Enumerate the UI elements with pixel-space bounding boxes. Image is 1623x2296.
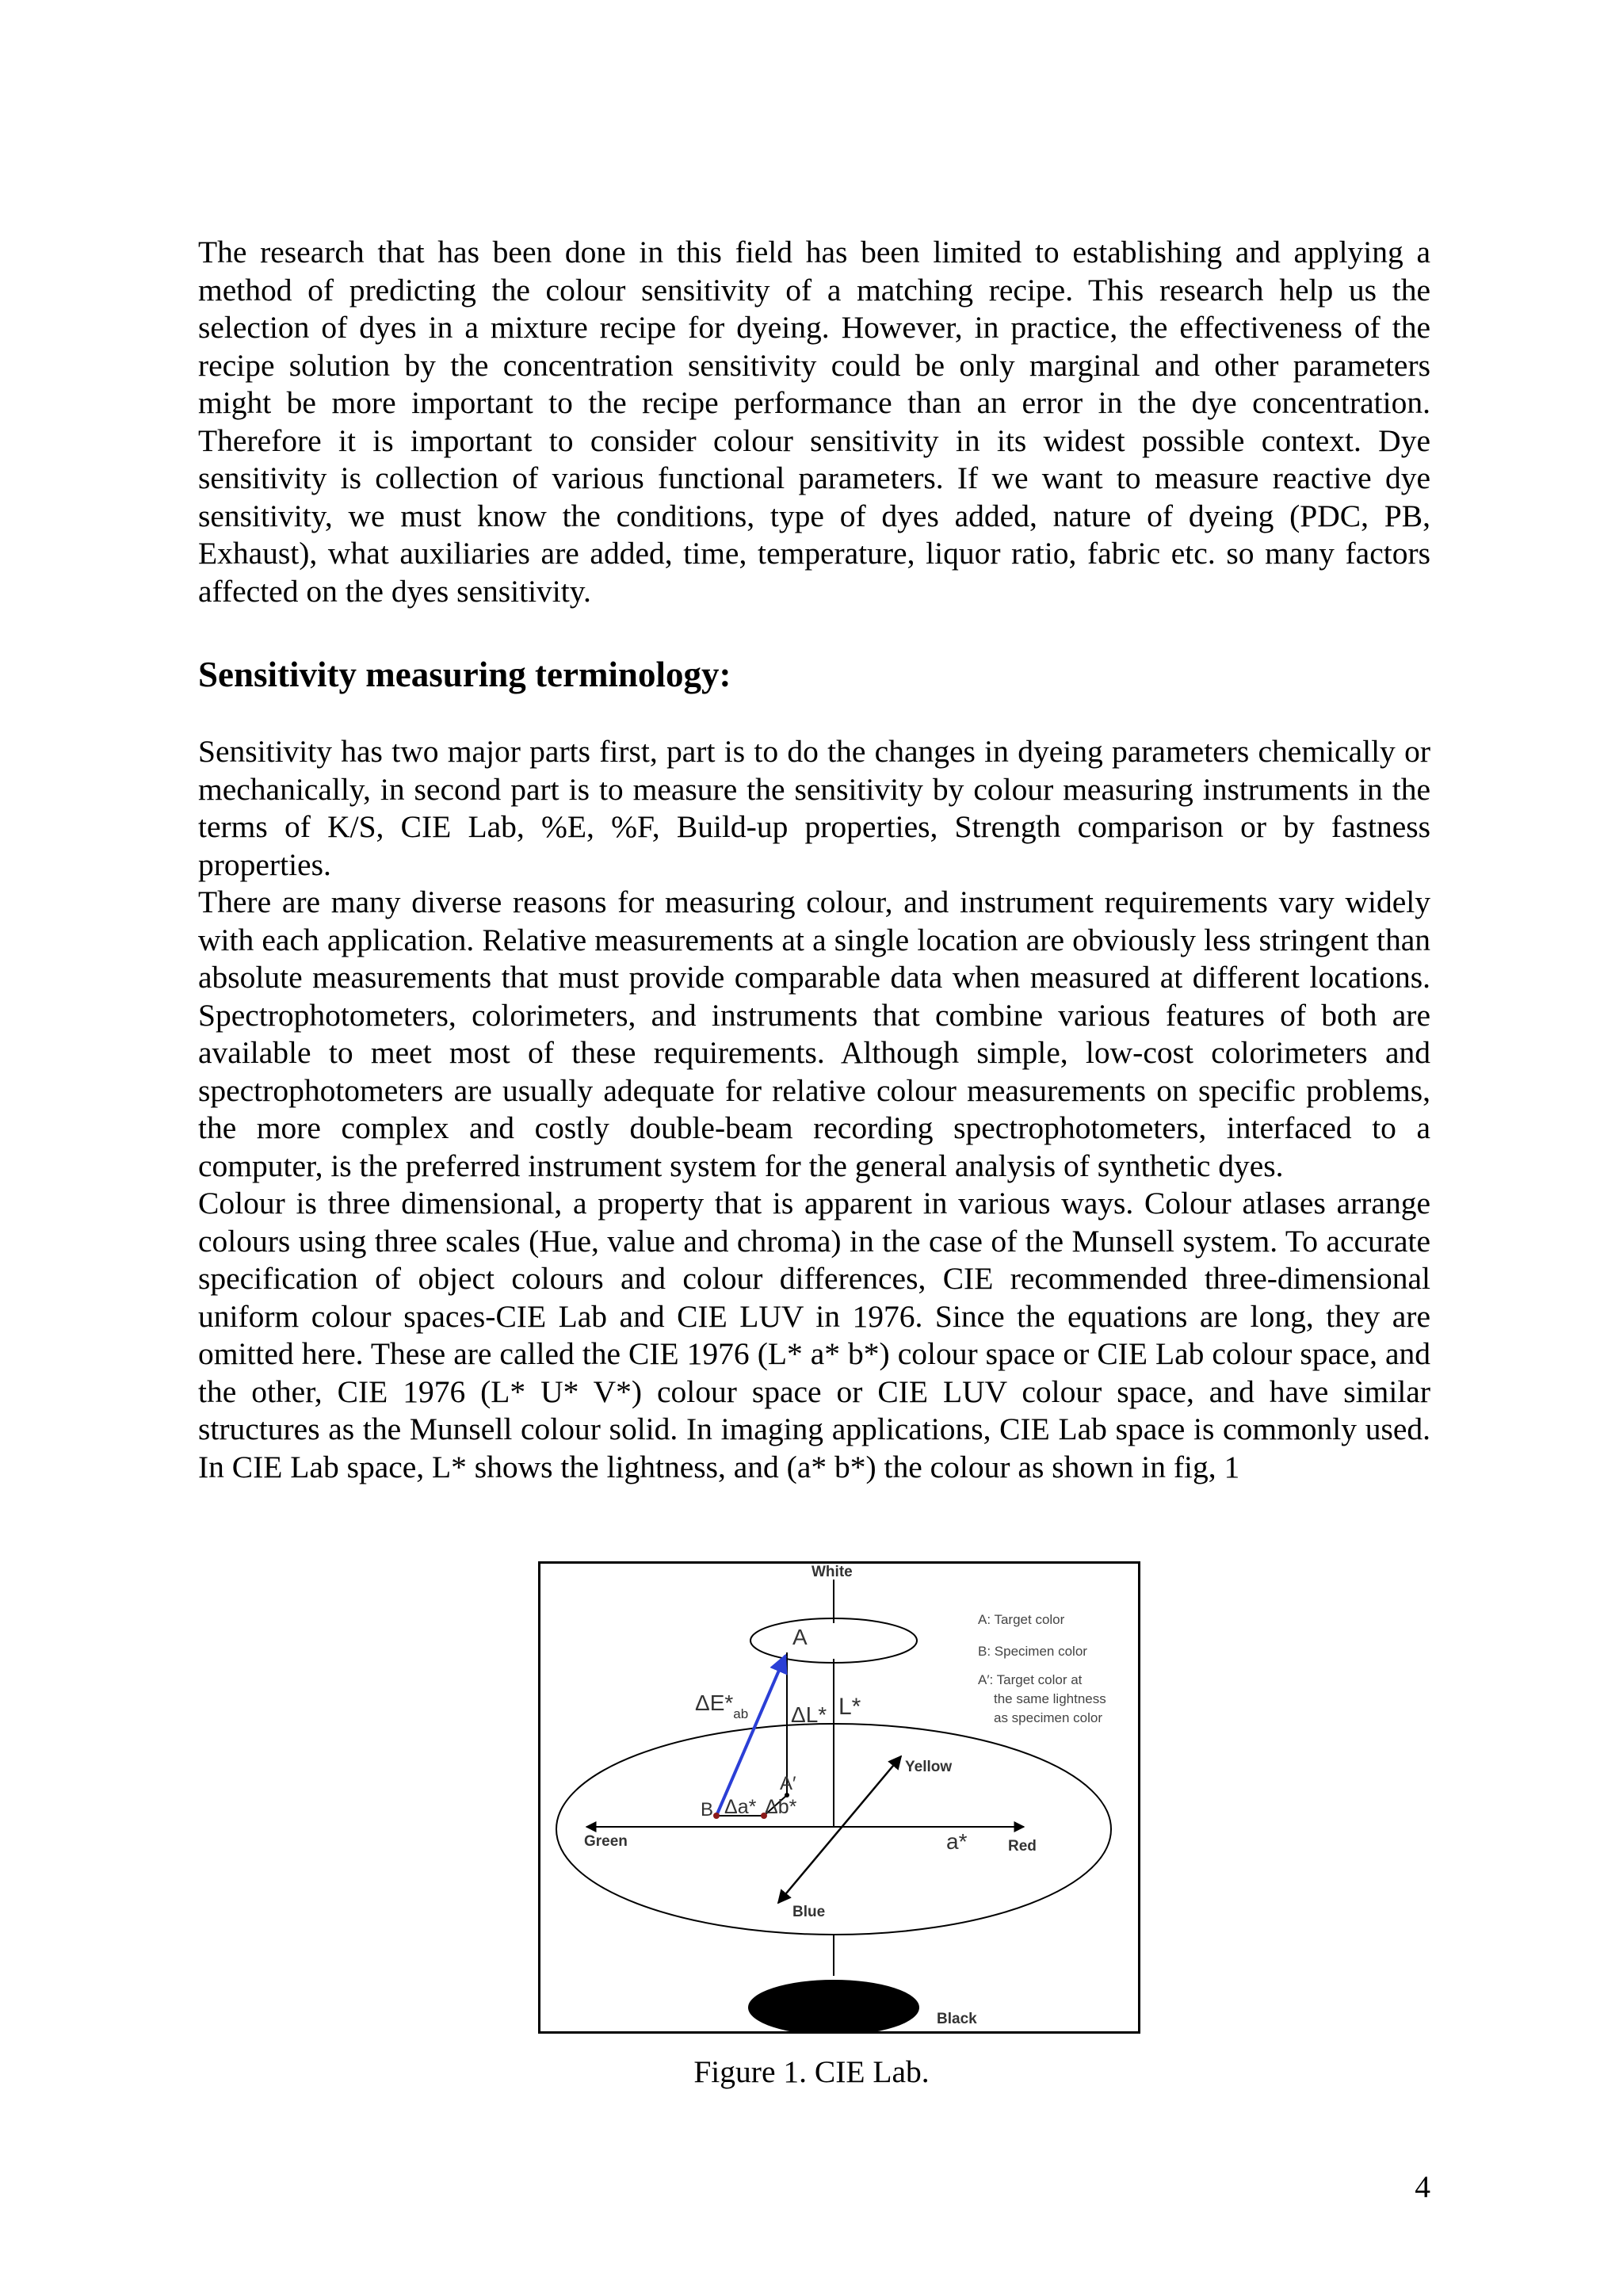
green-label: Green (584, 1833, 628, 1850)
cie-lab-figure (538, 1561, 1140, 2034)
point-a-label: A (792, 1625, 808, 1649)
delta-l-label: ΔL* (791, 1702, 827, 1727)
delta-e-text: ΔE* (695, 1690, 734, 1715)
red-label: Red (1008, 1838, 1037, 1855)
white-label: White (812, 1564, 853, 1580)
legend-line-3: A′: Target color at (978, 1672, 1083, 1687)
legend-line-2: B: Specimen color (978, 1644, 1087, 1659)
b-axis (778, 1756, 901, 1903)
top-ellipse (750, 1618, 917, 1663)
legend-line-5: as specimen color (994, 1710, 1103, 1725)
intro-block (198, 234, 1430, 610)
delta-e-label (695, 1690, 748, 1721)
blue-label: Blue (792, 1904, 826, 1920)
figure-legend (978, 1612, 1106, 1725)
paragraph-3: Colour is three dimensional, a property that is apparent in various ways. Colour atlases arrange colours using three scales (Hue, value and chroma) in the case of the Munsell system. To accurate specification of object colours and colour differences, CIE recommended three-dimensional uniform colour spaces-CIE Lab and CIE LUV in 1976. Since the equations are long, they are omitted here. These are called the CIE 1976 (L* a* b*) colour space or CIE Lab colour space, and the other, CIE 1976 (L* U* V*) colour space or CIE LUV colour space, and have similar structures as the Munsell colour solid. In imaging applications, CIE Lab space is commonly used. In CIE Lab space, L* shows the lightness, and (a* b*) the colour as shown in fig, 1 (198, 1186, 1430, 1484)
paragraph-1: Sensitivity has two major parts first, part is to do the changes in dyeing parameters chemically or mechanically, in second part is to measure the sensitivity by colour measuring instruments in the terms of K/S, CIE Lab, %E, %F, Build-up properties, Strength comparison or by fastness properties. (198, 734, 1430, 882)
point-a-prime-label: A′ (780, 1773, 796, 1794)
point-b-marker (713, 1813, 720, 1819)
delta-e-subscript: ab (733, 1706, 749, 1721)
delta-e-line (716, 1656, 785, 1816)
intro-paragraph: The research that has been done in this field has been limited to establishing and applying a method of predicting the colour sensitivity of a matching recipe. This research help us the selection of dyes in a mixture recipe for dyeing. However, in practice, the effectiveness of the recipe solution by the concentration sensitivity could be only marginal and other parameters might be more important to the recipe performance than an error in the dye concentration. Therefore it is important to consider colour sensitivity in its widest possible context. Dye sensitivity is collection of various functional parameters. If we want to measure reactive dye sensitivity, we must know the conditions, type of dyes added, nature of dyeing (PDC, PB, Exhaust), what auxiliaries are added, time, temperature, liquor ratio, fabric etc. so many factors affected on the dyes sensitivity. (198, 235, 1430, 609)
paragraph-2: There are many diverse reasons for measuring colour, and instrument requirements vary widely with each application. Relative measurements at a single location are obviously less stringent than absolute measurements that must provide comparable data when measured at different locations. Spectrophotometers, colorimeters, and instruments that combine various features of both are available to meet most of these requirements. Although simple, low-cost colorimeters and spectrophotometers are usually adequate for relative colour measurements on specific problems, the more complex and costly double-beam recording spectrophotometers, interfaced to a computer, is the preferred instrument system for the general analysis of synthetic dyes. (198, 884, 1430, 1183)
page-number: 4 (1415, 2169, 1430, 2204)
delta-b-label: Δb* (765, 1796, 797, 1818)
legend-line-4: the same lightness (994, 1691, 1106, 1706)
l-axis-label: L* (838, 1694, 861, 1720)
black-label: Black (937, 2011, 977, 2027)
legend-line-1: A: Target color (978, 1612, 1065, 1627)
a-axis-label: a* (946, 1829, 968, 1854)
figure-caption: Figure 1. CIE Lab. (693, 2054, 930, 2089)
black-blob (748, 1980, 919, 2031)
section-heading: Sensitivity measuring terminology: (198, 655, 731, 694)
yellow-label: Yellow (905, 1759, 953, 1775)
point-b-label: B (701, 1799, 714, 1820)
body-block (198, 733, 1430, 1486)
cie-lab-diagram (540, 1564, 1138, 2031)
delta-a-label: Δa* (724, 1796, 757, 1818)
